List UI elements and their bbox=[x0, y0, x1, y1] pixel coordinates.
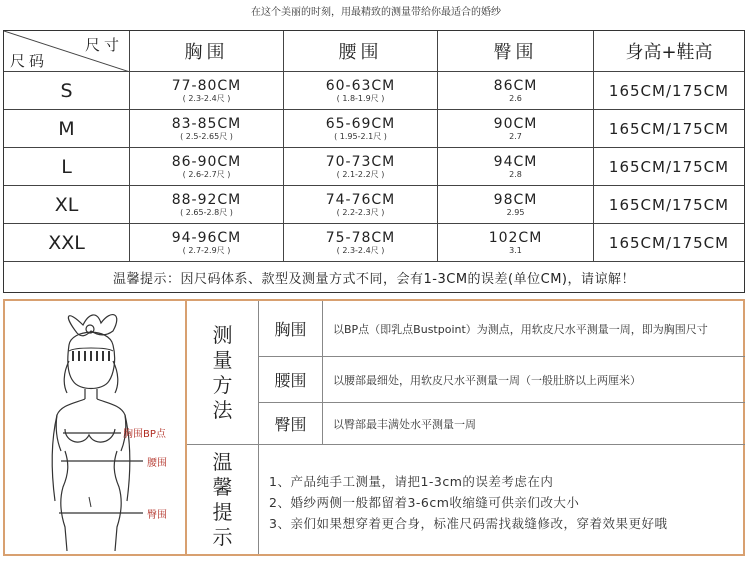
hip-sub-value: 2.8 bbox=[509, 169, 522, 179]
bust-value: 77-80CM bbox=[171, 77, 242, 94]
corner-label-measure: 尺寸 bbox=[84, 36, 123, 54]
measure-row-hip bbox=[259, 403, 745, 445]
column-header-hip: 臀围 bbox=[493, 42, 538, 63]
size-label: XXL bbox=[48, 231, 85, 254]
waist-sub-value: ( 2.1-2.2尺 ) bbox=[336, 169, 385, 179]
tip-item: 2、婚纱两侧一般都留着3-6cm收缩缝可供亲们改大小 bbox=[269, 495, 580, 510]
height-value: 165CM/175CM bbox=[608, 195, 730, 214]
height-value: 165CM/175CM bbox=[608, 81, 730, 100]
bust-sub-value: ( 2.5-2.65尺 ) bbox=[180, 131, 233, 141]
tips-title-char: 提 bbox=[212, 499, 233, 524]
size-label: L bbox=[61, 155, 72, 178]
hip-value: 98CM bbox=[493, 191, 538, 208]
method-title bbox=[187, 301, 259, 445]
hip-sub-value: 2.7 bbox=[509, 131, 522, 141]
measurement-panel bbox=[3, 299, 745, 556]
table-row bbox=[4, 224, 744, 262]
waist-sub-value: ( 1.8-1.9尺 ) bbox=[336, 93, 385, 103]
hip-sub-value: 2.95 bbox=[506, 207, 525, 217]
measure-label-waist: 腰围 bbox=[259, 357, 323, 402]
bust-sub-value: ( 2.6-2.7尺 ) bbox=[182, 169, 231, 179]
table-row bbox=[4, 148, 744, 186]
hip-value: 94CM bbox=[493, 153, 538, 170]
waist-value: 70-73CM bbox=[325, 153, 396, 170]
size-label: M bbox=[58, 117, 75, 140]
bust-sub-value: ( 2.3-2.4尺 ) bbox=[182, 93, 231, 103]
waist-sub-value: ( 1.95-2.1尺 ) bbox=[334, 131, 387, 141]
tip-item: 1、产品纯手工测量，请把1-3cm的误差考虑在内 bbox=[269, 474, 554, 489]
method-title-char: 法 bbox=[212, 397, 233, 422]
bust-value: 86-90CM bbox=[171, 153, 242, 170]
size-label: XL bbox=[54, 193, 79, 216]
hip-point-label: 臀围 bbox=[147, 510, 167, 521]
bust-sub-value: ( 2.65-2.8尺 ) bbox=[180, 207, 233, 217]
waist-value: 60-63CM bbox=[325, 77, 396, 94]
bust-value: 83-85CM bbox=[171, 115, 242, 132]
waist-value: 75-78CM bbox=[325, 229, 396, 246]
measure-label-hip: 臀围 bbox=[259, 403, 323, 444]
column-header-height: 身高+鞋高 bbox=[625, 42, 713, 63]
waist-sub-value: ( 2.2-2.3尺 ) bbox=[336, 207, 385, 217]
hip-sub-value: 3.1 bbox=[509, 245, 522, 255]
bust-sub-value: ( 2.7-2.9尺 ) bbox=[182, 245, 231, 255]
measure-row-waist bbox=[259, 357, 745, 403]
bust-point-label: 胸围BP点 bbox=[123, 429, 166, 440]
body-figure bbox=[5, 301, 185, 554]
height-value: 165CM/175CM bbox=[608, 233, 730, 252]
size-note: 温馨提示：因尺码体系、款型及测量方式不同，会有1-3CM的误差(单位CM)，请谅解！ bbox=[113, 271, 635, 287]
waist-value: 65-69CM bbox=[325, 115, 396, 132]
measure-desc-bust: 以BP点（即乳点Bustpoint）为测点，用软皮尺水平测量一周，即为胸围尺寸 bbox=[333, 322, 708, 336]
waist-sub-value: ( 2.3-2.4尺 ) bbox=[336, 245, 385, 255]
table-row bbox=[4, 72, 744, 110]
waist-value: 74-76CM bbox=[325, 191, 396, 208]
hip-value: 86CM bbox=[493, 77, 538, 94]
column-header-waist: 腰围 bbox=[338, 42, 383, 63]
measure-desc-waist: 以腰部最细处，用软皮尺水平测量一周（一般肚脐以上两厘米） bbox=[333, 373, 641, 387]
bust-value: 88-92CM bbox=[171, 191, 242, 208]
method-title-char: 量 bbox=[212, 347, 233, 372]
corner-label-size: 尺码 bbox=[10, 52, 49, 70]
measure-label-bust: 胸围 bbox=[259, 301, 323, 356]
height-value: 165CM/175CM bbox=[608, 119, 730, 138]
tip-item: 3、亲们如果想穿着更合身，标准尺码需找裁缝修改，穿着效果更好哦 bbox=[269, 516, 668, 531]
table-row bbox=[4, 186, 744, 224]
tips-title-char: 馨 bbox=[212, 474, 233, 499]
tips-title-char: 温 bbox=[212, 449, 233, 474]
measure-desc-hip: 以臀部最丰满处水平测量一周 bbox=[333, 417, 476, 431]
table-header-row bbox=[4, 31, 744, 72]
method-title-char: 方 bbox=[212, 372, 233, 397]
height-value: 165CM/175CM bbox=[608, 157, 730, 176]
hip-value: 90CM bbox=[493, 115, 538, 132]
hip-value: 102CM bbox=[488, 229, 543, 246]
tips-title-char: 示 bbox=[212, 524, 233, 549]
tips-list bbox=[269, 471, 667, 534]
tips-title bbox=[187, 445, 259, 554]
page-header: 在这个美丽的时刻，用最精致的测量带给你最适合的婚纱 bbox=[251, 7, 501, 18]
hip-sub-value: 2.6 bbox=[509, 93, 522, 103]
size-chart-table bbox=[3, 30, 745, 293]
measure-row-bust bbox=[259, 301, 745, 357]
table-row bbox=[4, 110, 744, 148]
method-title-char: 测 bbox=[212, 322, 233, 347]
size-label: S bbox=[60, 79, 73, 102]
bust-value: 94-96CM bbox=[171, 229, 242, 246]
column-header-bust: 胸围 bbox=[184, 42, 229, 63]
corner-cell bbox=[4, 31, 130, 72]
waist-point-label: 腰围 bbox=[147, 458, 167, 469]
